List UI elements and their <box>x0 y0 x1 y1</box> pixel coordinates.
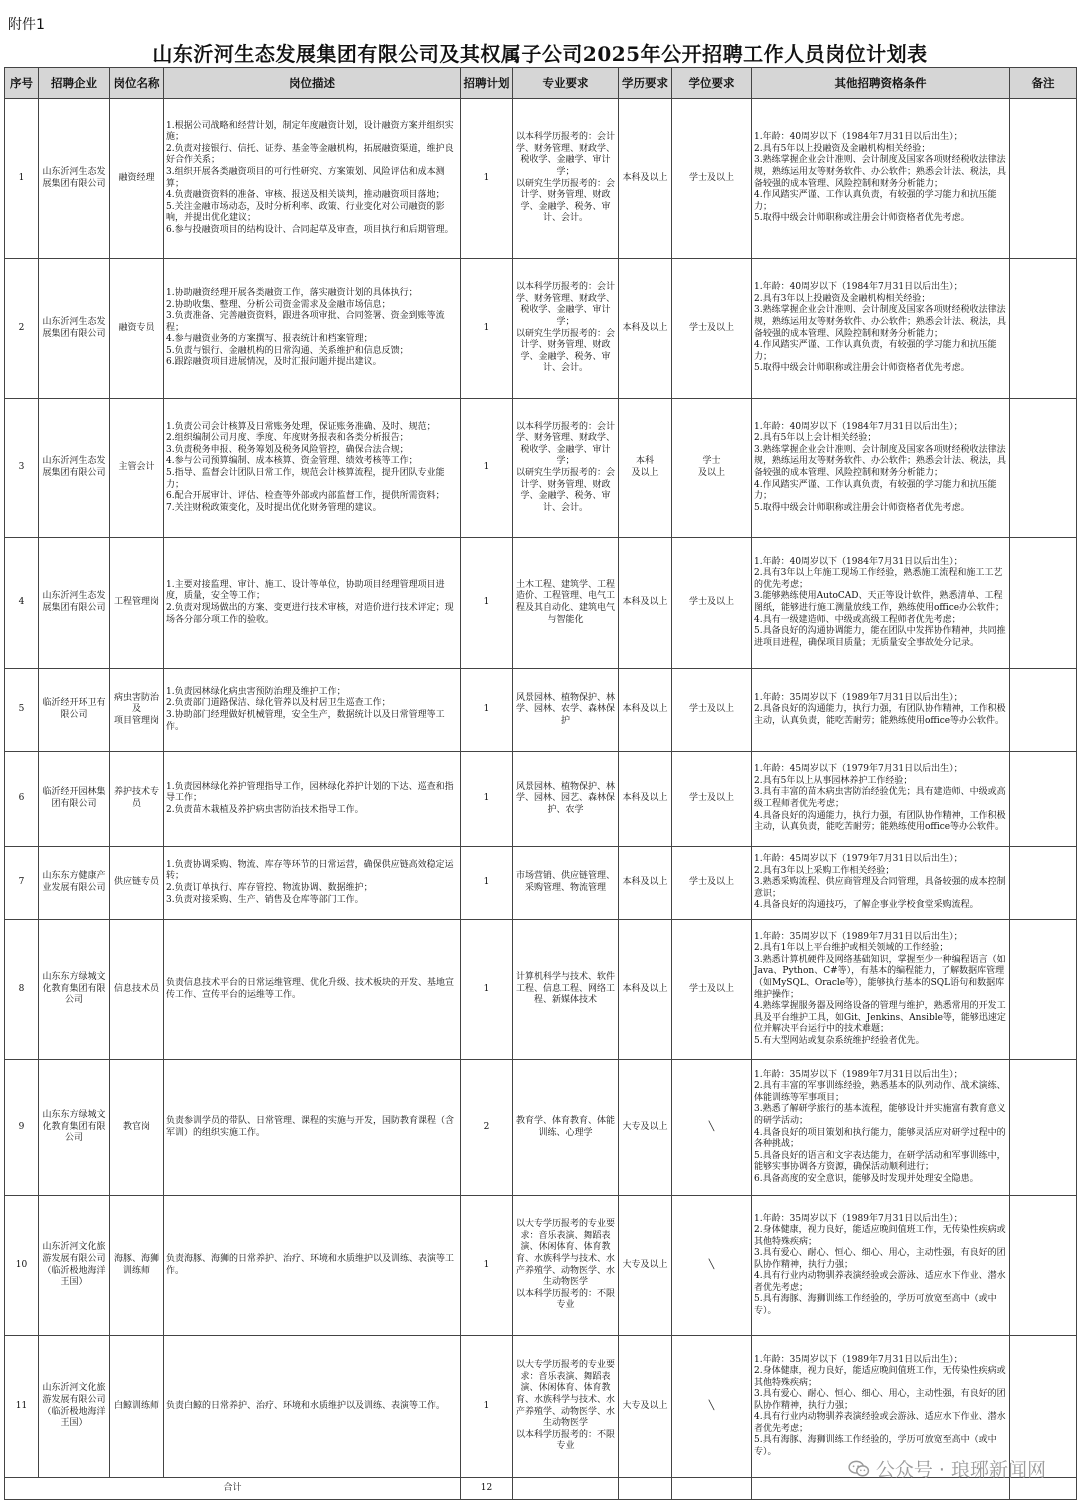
degree-cell: 学士及以上 <box>672 847 752 920</box>
position-cell: 病虫害防治及 项目管理岗 <box>110 669 164 752</box>
header-cell: 招聘企业 <box>39 68 110 99</box>
education-cell: 本科及以上 <box>619 920 672 1060</box>
other-conditions-cell: 1.年龄：35周岁以下（1989年7月31日以后出生）； 2.身体健康，视力良好，能适应晚间值班工作，无传染性疾病或其他特殊疾病； 3.具有爱心、耐心、恒心、细心、用心，主动性强，有良好的团队协作精神，执行力强； 4.具有行业内动物驯养表演经验或会游泳、适应水下作业、潜水者优先考虑； 5.具有海豚、海狮训练工作经验的，学历可放宽至高中（或中专）。 <box>752 1196 1010 1336</box>
position-cell: 融资经理 <box>110 99 164 259</box>
quota-cell: 1 <box>461 1196 513 1336</box>
degree-cell: 学士及以上 <box>672 752 752 847</box>
position-cell: 海豚、海狮训练师 <box>110 1196 164 1336</box>
education-cell: 大专及以上 <box>619 1336 672 1478</box>
other-conditions-cell: 1.年龄：45周岁以下（1979年7月31日以后出生）； 2.具有3年以上采购工作相关经验； 3.熟悉采购流程、供应商管理及合同管理，具备较强的成本控制意识； 4.具备良好的沟通技巧，了解企事业学校食堂采购流程。 <box>752 847 1010 920</box>
education-cell: 本科及以上 <box>619 669 672 752</box>
degree-cell: 学士及以上 <box>672 99 752 259</box>
header-cell: 序号 <box>5 68 39 99</box>
company-cell: 山东沂河生态发展集团有限公司 <box>39 538 110 669</box>
row-number: 3 <box>5 399 39 538</box>
header-cell: 学历要求 <box>619 68 672 99</box>
major-cell: 以本科学历报考的：会计学、财务管理、财政学、税收学、金融学、审计学； 以研究生学历报考的：会计学、财务管理、财政学、金融学、税务、审计、会计。 <box>513 259 619 399</box>
position-cell: 养护技术专员 <box>110 752 164 847</box>
total-quota: 12 <box>461 1478 513 1500</box>
table-row <box>5 920 1077 1060</box>
education-cell: 大专及以上 <box>619 1060 672 1196</box>
education-cell: 本科及以上 <box>619 752 672 847</box>
education-cell: 本科 及以上 <box>619 399 672 538</box>
row-number: 10 <box>5 1196 39 1336</box>
description-cell: 1.协助融资经理开展各类融资工作，落实融资计划的具体执行； 2.协助收集、整理、分析公司资金需求及金融市场信息； 3.负责准备、完善融资资料，跟进各项审批、合同签署、资金到账等流程； 4.参与融资业务的方案撰写、报表统计和档案管理； 5.负责与银行、金融机构的日常沟通、关系维护和信息反馈； 6.跟踪融资项目进展情况，及时汇报问题并提出建议。 <box>164 259 461 399</box>
remark-cell <box>1010 920 1077 1060</box>
education-cell: 本科及以上 <box>619 847 672 920</box>
position-cell: 白鲸训练师 <box>110 1336 164 1478</box>
row-number: 7 <box>5 847 39 920</box>
other-conditions-cell: 1.年龄：40周岁以下（1984年7月31日以后出生）； 2.具有3年以上投融资及金融机构相关经验； 3.熟练掌握企业会计准则、会计制度及国家各项财经税收法律法规，熟练运用友等财务软件、办公软件；熟悉会计法、税法，具备较强的成本管理、风险控制和财务分析能力； 4.作风踏实严谨、工作认真负责，有较强的学习能力和抗压能力； 5.取得中级会计师职称或注册会计师资格者优先考虑。 <box>752 259 1010 399</box>
quota-cell: 2 <box>461 1060 513 1196</box>
header-cell: 学位要求 <box>672 68 752 99</box>
major-cell: 风景园林、植物保护、林学、园林、园艺、森林保护、农学 <box>513 752 619 847</box>
description-cell: 1.负责园林绿化养护管理指导工作，园林绿化养护计划的下达、巡查和指导工作； 2.负责苗木栽植及养护病虫害防治技术指导工作。 <box>164 752 461 847</box>
table-header-row <box>5 68 1077 99</box>
wechat-icon <box>848 1460 870 1478</box>
description-cell: 负责信息技术平台的日常运维管理、优化升级、技术板块的开发、基地宣传工作、宣传平台的运维等工作。 <box>164 920 461 1060</box>
empty-cell <box>672 1478 752 1500</box>
header-cell: 专业要求 <box>513 68 619 99</box>
remark-cell <box>1010 669 1077 752</box>
row-number: 9 <box>5 1060 39 1196</box>
watermark-text: 公众号 · 琅琊新闻网 <box>875 1459 1046 1481</box>
empty-cell <box>513 1478 619 1500</box>
education-cell: 本科及以上 <box>619 99 672 259</box>
major-cell: 教育学、体育教育、体能训练、心理学 <box>513 1060 619 1196</box>
position-cell: 信息技术员 <box>110 920 164 1060</box>
watermark <box>848 1455 1046 1482</box>
major-cell: 土木工程、建筑学、工程造价、工程管理、电气工程及其自动化、建筑电气与智能化 <box>513 538 619 669</box>
company-cell: 山东东方健康产业发展有限公司 <box>39 847 110 920</box>
description-cell: 负责海豚、海狮的日常养护、治疗、环境和水质维护以及训练、表演等工作。 <box>164 1196 461 1336</box>
degree-cell: ╲ <box>672 1196 752 1336</box>
major-cell: 以大专学历报考的专业要求：音乐表演、舞蹈表演、休闲体育、体育教育、水族科学与技术、水产养殖学、动物医学、水生动物医学 以本科学历报考的：不限专业 <box>513 1196 619 1336</box>
education-cell: 大专及以上 <box>619 1196 672 1336</box>
other-conditions-cell: 1.年龄：35周岁以下（1989年7月31日以后出生）； 2.身体健康，视力良好，能适应晚间值班工作，无传染性疾病或其他特殊疾病； 3.具有爱心、耐心、恒心、细心、用心，主动性强，有良好的团队协作精神，执行力强； 4.具有行业内动物驯养表演经验或会游泳、适应水下作业、潜水者优先考虑； 5.具有海豚、海狮训练工作经验的，学历可放宽至高中（或中专）。 <box>752 1336 1010 1478</box>
remark-cell <box>1010 1060 1077 1196</box>
major-cell: 风景园林、植物保护、林学、园林、农学、森林保护 <box>513 669 619 752</box>
quota-cell: 1 <box>461 99 513 259</box>
degree-cell: ╲ <box>672 1060 752 1196</box>
other-conditions-cell: 1.年龄：40周岁以下（1984年7月31日以后出生）； 2.具有3年以上年施工现场工作经验，熟悉施工流程和施工工艺的优先考虑； 3.能够熟练使用AutoCAD、天正等设计软件，熟悉清单、工程图纸，能够进行施工测量放线工作，熟练使用office办公软件； 4.具有一级建造师、中级或高级工程师者优先考虑； 5.具备良好的沟通协调能力，能在团队中发挥协作精神，共同推进项目进程，确保项目质量；无质量安全事故处分记录。 <box>752 538 1010 669</box>
company-cell: 临沂经开环卫有限公司 <box>39 669 110 752</box>
table-row <box>5 752 1077 847</box>
quota-cell: 1 <box>461 1336 513 1478</box>
description-cell: 1.负责公司会计核算及日常账务处理，保证账务准确、及时、规范； 2.组织编制公司月度、季度、年度财务报表和各类分析报告； 3.负责税务申报、税务筹划及税务风险管控，确保合法合规； 4.参与公司预算编制、成本核算、资金管理、绩效考核等工作； 5.指导、监督会计团队日常工作，规范会计核算流程，提升团队专业能力； 6.配合开展审计、评估、检查等外部或内部监督工作，提供所需资料； 7.关注财税政策变化，及时提出优化财务管理的建议。 <box>164 399 461 538</box>
company-cell: 山东沂河文化旅游发展有限公司 （临沂极地海洋王国） <box>39 1196 110 1336</box>
recruitment-table <box>4 67 1077 1500</box>
major-cell: 市场营销、供应链管理、采购管理、物流管理 <box>513 847 619 920</box>
remark-cell <box>1010 99 1077 259</box>
page-title: 山东沂河生态发展集团有限公司及其权属子公司2025年公开招聘工作人员岗位计划表 <box>152 42 928 66</box>
description-cell: 1.主要对接监理、审计、施工、设计等单位，协助项目经理管理项目进度，质量，安全等工作； 2.负责对现场做出的方案、变更进行技术审核，对造价进行技术评定；现场各分部分项工作的验收。 <box>164 538 461 669</box>
row-number: 11 <box>5 1336 39 1478</box>
other-conditions-cell: 1.年龄：45周岁以下（1979年7月31日以后出生）； 2.具有5年以上从事园林养护工作经验； 3.具有丰富的苗木病虫害防治经验优先；具有建造师、中级或高级工程师者优先考虑； 4.具备良好的沟通能力，执行力强，有团队协作精神，工作积极主动，认真负责，能吃苦耐劳；能熟练使用office等办公软件。 <box>752 752 1010 847</box>
description-cell: 负责白鲸的日常养护、治疗、环境和水质维护以及训练、表演等工作。 <box>164 1336 461 1478</box>
quota-cell: 1 <box>461 847 513 920</box>
description-cell: 负责参训学员的带队、日常管理、课程的实施与开发，国防教育课程（含军训）的组织实施工作。 <box>164 1060 461 1196</box>
position-cell: 主管会计 <box>110 399 164 538</box>
empty-cell <box>619 1478 672 1500</box>
attachment-label: 附件1 <box>8 17 45 33</box>
row-number: 4 <box>5 538 39 669</box>
position-cell: 教官岗 <box>110 1060 164 1196</box>
remark-cell <box>1010 1196 1077 1336</box>
header-cell: 岗位名称 <box>110 68 164 99</box>
quota-cell: 1 <box>461 752 513 847</box>
table-row <box>5 99 1077 259</box>
company-cell: 山东沂河生态发展集团有限公司 <box>39 399 110 538</box>
total-label: 合计 <box>5 1478 461 1500</box>
remark-cell <box>1010 538 1077 669</box>
table-row <box>5 538 1077 669</box>
table-row <box>5 1196 1077 1336</box>
quota-cell: 1 <box>461 399 513 538</box>
description-cell: 1.负责园林绿化病虫害预防治理及维护工作； 2.负责部门道路保洁、绿化管养以及村居卫生巡查工作； 3.协助部门经理做好机械管理，安全生产，数据统计以及日常管理等工作。 <box>164 669 461 752</box>
degree-cell: 学士及以上 <box>672 669 752 752</box>
quota-cell: 1 <box>461 259 513 399</box>
description-cell: 1.负责协调采购、物流、库存等环节的日常运营，确保供应链高效稳定运转； 2.负责订单执行、库存管控、物流协调、数据维护； 3.负责对接采购、生产、销售及仓库等部门工作。 <box>164 847 461 920</box>
row-number: 6 <box>5 752 39 847</box>
remark-cell <box>1010 752 1077 847</box>
description-cell: 1.根据公司战略和经营计划，制定年度融资计划，设计融资方案并组织实施； 2.负责对接银行、信托、证券、基金等金融机构，拓展融资渠道，维护良好合作关系； 3.组织开展各类融资项目的可行性研究、方案策划、风险评估和成本测算； 4.负责融资资料的准备、审核、报送及相关谈判，推动融资项目落地； 5.关注金融市场动态，及时分析利率、政策、行业变化对公司融资的影响，并提出优化建议； 6.参与投融资项目的结构设计、合同起草及审查，项目执行和后期管理。 <box>164 99 461 259</box>
row-number: 5 <box>5 669 39 752</box>
remark-cell <box>1010 847 1077 920</box>
table-row <box>5 259 1077 399</box>
quota-cell: 1 <box>461 538 513 669</box>
company-cell: 山东沂河文化旅游发展有限公司 （临沂极地海洋王国） <box>39 1336 110 1478</box>
company-cell: 山东东方绿城文化教育集团有限公司 <box>39 1060 110 1196</box>
major-cell: 计算机科学与技术、软件工程、信息工程、网络工程、新媒体技术 <box>513 920 619 1060</box>
table-row <box>5 669 1077 752</box>
position-cell: 工程管理岗 <box>110 538 164 669</box>
other-conditions-cell: 1.年龄：40周岁以下（1984年7月31日以后出生）； 2.具有5年以上投融资及金融机构相关经验； 3.熟练掌握企业会计准则、会计制度及国家各项财经税收法律法规，熟练运用友等财务软件、办公软件；熟悉会计法、税法，具备较强的成本管理、风险控制和财务分析能力； 4.作风踏实严谨、工作认真负责，有较强的学习能力和抗压能力； 5.取得中级会计师职称或注册会计师资格者优先考虑。 <box>752 99 1010 259</box>
header-cell: 其他招聘资格条件 <box>752 68 1010 99</box>
education-cell: 本科及以上 <box>619 538 672 669</box>
other-conditions-cell: 1.年龄：35周岁以下（1989年7月31日以后出生）； 2.具有1年以上平台维护或相关领域的工作经验； 3.熟悉计算机硬件及网络基础知识，掌握至少一种编程语言（如Java、Python、C#等），有基本的编程能力，了解数据库管理（如MySQL、Oracle等），能够执行基本的SQL语句和数据库维护操作； 4.熟练掌握服务器及网络设备的管理与维护，熟悉常用的开发工具及平台维护工具，如Git、Jenkins、Ansible等，能够迅速定位并解决平台运行中的技术难题； 5.有大型网站或复杂系统维护经验者优先。 <box>752 920 1010 1060</box>
other-conditions-cell: 1.年龄：35周岁以下（1989年7月31日以后出生）； 2.具有丰富的军事训练经验，熟悉基本的队列动作、战术演练、体能训练等军事项目； 3.熟悉了解研学旅行的基本流程，能够设计并实施富有教育意义的研学活动； 4.具备良好的项目策划和执行能力，能够灵活应对研学过程中的各种挑战； 5.具备良好的语言和文字表达能力，在研学活动和军事训练中，能够实事协调各方资源，确保活动顺利进行； 6.具备高度的安全意识，能够及时发现并处理安全隐患。 <box>752 1060 1010 1196</box>
remark-cell <box>1010 259 1077 399</box>
company-cell: 临沂经开园林集团有限公司 <box>39 752 110 847</box>
header-cell: 备注 <box>1010 68 1077 99</box>
quota-cell: 1 <box>461 920 513 1060</box>
degree-cell: 学士及以上 <box>672 259 752 399</box>
row-number: 2 <box>5 259 39 399</box>
quota-cell: 1 <box>461 669 513 752</box>
major-cell: 以本科学历报考的：会计学、财务管理、财政学、税收学、金融学、审计学； 以研究生学历报考的：会计学、财务管理、财政学、金融学、税务、审计、会计。 <box>513 399 619 538</box>
other-conditions-cell: 1.年龄：35周岁以下（1989年7月31日以后出生）； 2.具备良好的沟通能力，执行力强，有团队协作精神，工作积极主动，认真负责，能吃苦耐劳；能熟练使用office等办公软件。 <box>752 669 1010 752</box>
company-cell: 山东沂河生态发展集团有限公司 <box>39 259 110 399</box>
company-cell: 山东沂河生态发展集团有限公司 <box>39 99 110 259</box>
degree-cell: 学士及以上 <box>672 538 752 669</box>
table-row <box>5 399 1077 538</box>
header-cell: 招聘计划 <box>461 68 513 99</box>
major-cell: 以大专学历报考的专业要求：音乐表演、舞蹈表演、休闲体育、体育教育、水族科学与技术、水产养殖学、动物医学、水生动物医学 以本科学历报考的：不限专业 <box>513 1336 619 1478</box>
education-cell: 本科及以上 <box>619 259 672 399</box>
company-cell: 山东东方绿城文化教育集团有限公司 <box>39 920 110 1060</box>
other-conditions-cell: 1.年龄：40周岁以下（1984年7月31日以后出生）； 2.具有5年以上会计相关经验； 3.熟练掌握企业会计准则、会计制度及国家各项财经税收法律法规，熟练运用友等财务软件、办公软件；熟悉会计法、税法，具备较强的成本管理、风险控制和财务分析能力； 4.作风踏实严谨、工作认真负责，有较强的学习能力和抗压能力； 5.取得中级会计师职称或注册会计师资格者优先考虑。 <box>752 399 1010 538</box>
degree-cell: 学士 及以上 <box>672 399 752 538</box>
table-row <box>5 847 1077 920</box>
position-cell: 融资专员 <box>110 259 164 399</box>
row-number: 8 <box>5 920 39 1060</box>
header-cell: 岗位描述 <box>164 68 461 99</box>
degree-cell: 学士及以上 <box>672 920 752 1060</box>
table-row <box>5 1060 1077 1196</box>
major-cell: 以本科学历报考的：会计学、财务管理、财政学、税收学、金融学、审计学； 以研究生学历报考的：会计学、财务管理、财政学、金融学、税务、审计、会计。 <box>513 99 619 259</box>
row-number: 1 <box>5 99 39 259</box>
remark-cell <box>1010 399 1077 538</box>
position-cell: 供应链专员 <box>110 847 164 920</box>
degree-cell: ╲ <box>672 1336 752 1478</box>
